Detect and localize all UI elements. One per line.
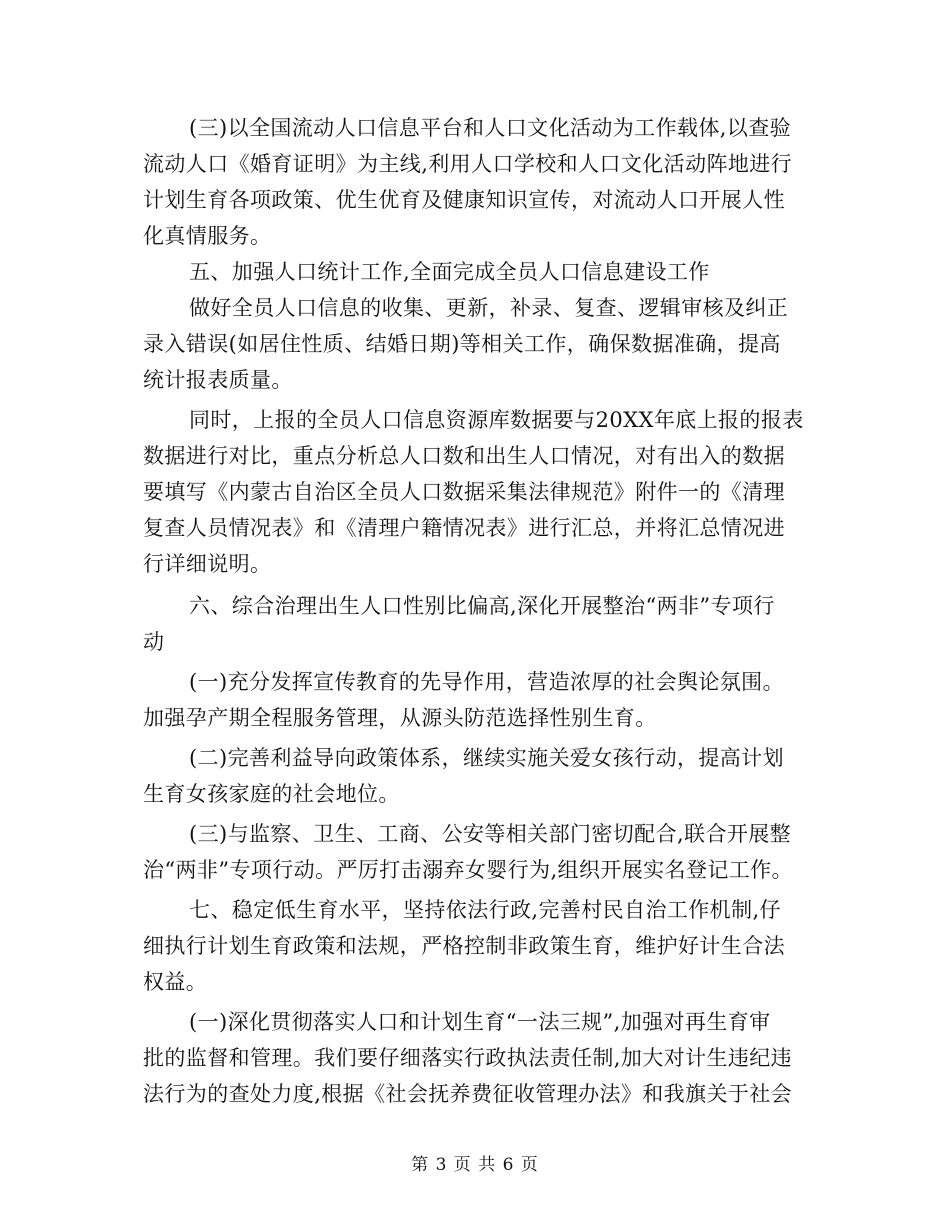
text-line: 计划生育各项政策、优生优育及健康知识宣传，对流动人口开展人性 [143, 188, 785, 212]
text-line: 治“两非”专项行动。严厉打击溺弃女婴行为,组织开展实名登记工作。 [143, 858, 793, 882]
text-line: 细执行计划生育政策和法规，严格控制非政策生育，维护好计生合法 [143, 934, 785, 958]
section-heading-continued: 动 [143, 630, 165, 654]
text-line: 权益。 [143, 970, 208, 994]
text-line: 流动人口《婚育证明》为主线,利用人口学校和人口文化活动阵地进行 [143, 152, 793, 176]
text-line: 加强孕产期全程服务管理，从源头防范选择性别生育。 [143, 706, 657, 730]
text-line: 要填写《内蒙古自治区全员人口数据采集法律规范》附件一的《清理 [143, 480, 785, 504]
section-heading: 七、稳定低生育水平，坚持依法行政,完善村民自治工作机制,仔 [189, 898, 781, 922]
text-line: 统计报表质量。 [143, 368, 293, 392]
text-line: 复查人员情况表》和《清理户籍情况表》进行汇总，并将汇总情况进 [143, 516, 785, 540]
text-line: 生育女孩家庭的社会地位。 [143, 782, 400, 806]
text-line: (三)以全国流动人口信息平台和人口文化活动为工作载体,以查验 [189, 116, 792, 140]
text-line: 同时，上报的全员人口信息资源库数据要与20XX年底上报的报表 [189, 408, 804, 432]
text-line: (二)完善利益导向政策体系，继续实施关爱女孩行动，提高计划 [189, 746, 784, 770]
text-line: 行详细说明。 [143, 552, 272, 576]
text-line: (一)充分发挥宣传教育的先导作用，营造浓厚的社会舆论氛围。 [189, 670, 784, 694]
text-line: 数据进行对比，重点分析总人口数和出生人口情况，对有出入的数据 [143, 444, 785, 468]
text-line: 法行为的查处力度,根据《社会抚养费征收管理办法》和我旗关于社会 [143, 1082, 793, 1106]
text-line: 做好全员人口信息的收集、更新，补录、复查、逻辑审核及纠正 [189, 296, 789, 320]
section-heading: 六、综合治理出生人口性别比偏高,深化开展整治“两非”专项行 [189, 594, 775, 618]
text-line: (一)深化贯彻落实人口和计划生育“一法三规”,加强对再生育审 [189, 1010, 771, 1034]
text-line: 批的监督和管理。我们要仔细落实行政执法责任制,加大对计生违纪违 [143, 1046, 793, 1070]
text-line: 录入错误(如居住性质、结婚日期)等相关工作，确保数据准确，提高 [143, 332, 781, 356]
page-footer: 第 3 页 共 6 页 [411, 1155, 539, 1175]
section-heading: 五、加强人口统计工作,全面完成全员人口信息建设工作 [189, 260, 710, 284]
text-line: 化真情服务。 [143, 224, 272, 248]
text-line: (三)与监察、卫生、工商、公安等相关部门密切配合,联合开展整 [189, 822, 792, 846]
